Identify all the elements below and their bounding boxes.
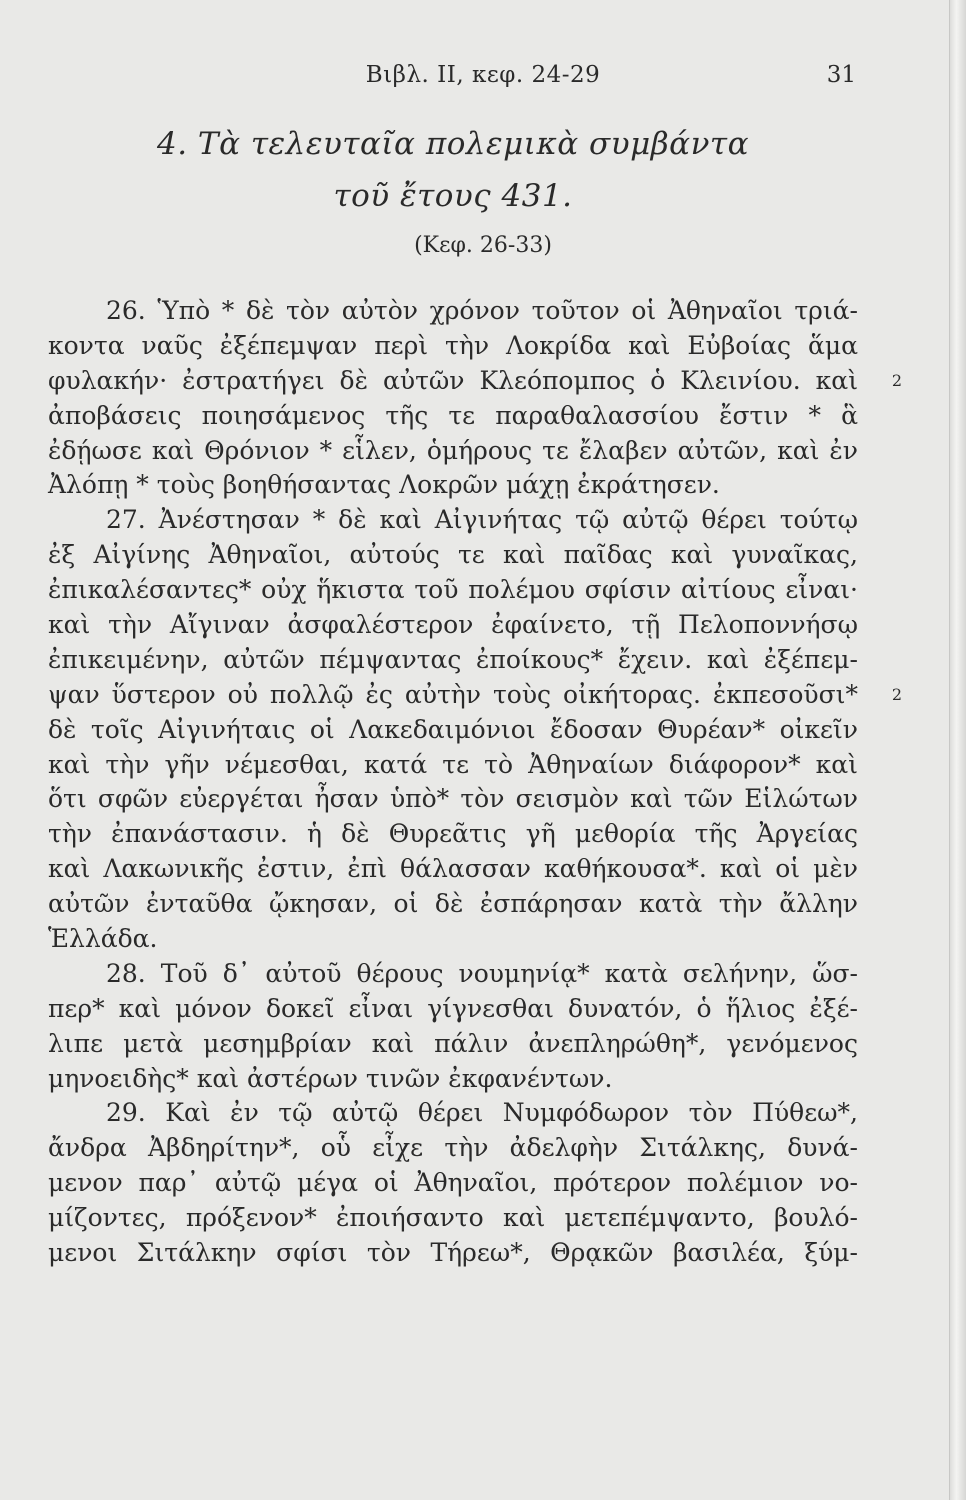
text-line bbox=[48, 852, 858, 887]
text-line bbox=[48, 957, 858, 992]
text-line bbox=[48, 817, 858, 852]
text-line-content: ἐξ Αἰγίνης Ἀθηναῖοι, αὐτούς τε καὶ παῖδας καὶ γυναῖκας, bbox=[48, 540, 858, 570]
text-line bbox=[48, 608, 858, 643]
text-line-content: μηνοειδὴς* καὶ ἀστέρων τινῶν ἐκφανέντων. bbox=[48, 1063, 613, 1093]
text-line-content: τὴν ἐπανάστασιν. ἡ δὲ Θυρεᾶτις γῆ μεθορία τῆς Ἀργείας bbox=[48, 819, 858, 849]
text-line-content: ἐδῄωσε καὶ Θρόνιον * εἷλεν, ὁμήρους τε ἔλαβεν αὐτῶν, καὶ ἐν bbox=[48, 435, 858, 465]
text-line-content: δὲ τοῖς Αἰγινήταις οἱ Λακεδαιμόνιοι ἔδοσαν Θυρέαν* οἰκεῖν bbox=[48, 714, 858, 744]
text-line bbox=[48, 1236, 858, 1271]
text-line bbox=[48, 922, 858, 957]
text-line bbox=[48, 1062, 858, 1097]
text-line bbox=[48, 678, 902, 713]
margin-note: 2 bbox=[891, 684, 902, 704]
text-line-content: καὶ τὴν Αἴγιναν ἀσφαλέστερον ἐφαίνετο, τῇ Πελοποννήσῳ bbox=[48, 610, 858, 640]
section-title-line-1: 4. Τὰ τελευταῖα πολεμικὰ συμβάντα bbox=[156, 126, 749, 162]
text-line-content: λιπε μετὰ μεσημβρίαν καὶ πάλιν ἀνεπληρώθη*, γενόμενος bbox=[48, 1028, 858, 1058]
text-line-content: περ* καὶ μόνον δοκεῖ εἶναι γίγνεσθαι δυνατόν, ὁ ἥλιος ἐξέ- bbox=[48, 993, 858, 1023]
text-line bbox=[48, 434, 858, 469]
chapter-range: (Κεφ. 26-33) bbox=[414, 233, 552, 258]
text-line bbox=[48, 1201, 858, 1236]
text-line-content: αὐτῶν ἐνταῦθα ᾤκησαν, οἱ δὲ ἐσπάρησαν κατὰ τὴν ἄλλην bbox=[48, 889, 858, 919]
text-line-content: 27. Ἀνέστησαν * δὲ καὶ Αἰγινήτας τῷ αὐτῷ θέρει τούτῳ bbox=[106, 505, 858, 535]
text-line bbox=[48, 713, 858, 748]
page-header bbox=[50, 62, 856, 98]
text-line bbox=[48, 573, 858, 608]
text-line bbox=[48, 538, 858, 573]
text-line-content: ὅτι σφῶν εὐεργέται ἦσαν ὑπὸ* τὸν σεισμὸν καὶ τῶν Εἱλώτων bbox=[48, 784, 858, 814]
text-line-content: Ἑλλάδα. bbox=[48, 924, 158, 954]
text-line-content: ἀποβάσεις ποιησάμενος τῆς τε παραθαλασσίου ἔστιν * ἃ bbox=[48, 400, 858, 430]
text-line-content: 28. Τοῦ δ᾽ αὐτοῦ θέρους νουμηνίᾳ* κατὰ σελήνην, ὥσ- bbox=[106, 958, 858, 988]
text-line-content: μίζοντες, πρόξενον* ἐποιήσαντο καὶ μετεπέμψαντο, βουλό- bbox=[48, 1203, 858, 1233]
text-line-content: Ἀλόπῃ * τοὺς βοηθήσαντας Λοκρῶν μάχῃ ἐκράτησεν. bbox=[48, 470, 720, 500]
text-line bbox=[48, 992, 858, 1027]
page-number: 31 bbox=[826, 62, 856, 88]
text-line bbox=[48, 887, 858, 922]
text-line-content: ψαν ὕστερον οὐ πολλῷ ἐς αὐτὴν τοὺς οἰκήτορας. ἐκπεσοῦσι* bbox=[48, 679, 858, 709]
text-line bbox=[48, 329, 858, 364]
text-line bbox=[48, 748, 858, 783]
text-line bbox=[48, 1166, 858, 1201]
text-line-content: φυλακήν· ἐστρατήγει δὲ αὐτῶν Κλεόπομπος ὁ Κλεινίου. καὶ bbox=[48, 365, 858, 395]
running-head: Βιβλ. ΙΙ, κεφ. 24-29 bbox=[365, 62, 601, 88]
text-line bbox=[48, 1131, 858, 1166]
text-line bbox=[48, 468, 858, 503]
text-line-content: κοντα ναῦς ἐξέπεμψαν περὶ τὴν Λοκρίδα καὶ Εὐβοίας ἅμα bbox=[48, 330, 858, 360]
text-line bbox=[48, 1027, 858, 1062]
text-line-content: ἄνδρα Ἀβδηρίτην*, οὗ εἶχε τὴν ἀδελφὴν Σιτάλκης, δυνά- bbox=[48, 1133, 858, 1163]
text-line bbox=[48, 782, 858, 817]
section-title-line-2: τοῦ ἔτους 431. bbox=[333, 178, 573, 214]
text-line bbox=[48, 399, 858, 434]
text-line-content: μενοι Σιτάλκην σφίσι τὸν Τήρεω*, Θρᾳκῶν βασιλέα, ξύμ- bbox=[48, 1238, 858, 1268]
text-line bbox=[48, 294, 858, 329]
text-line-content: ἐπικειμένην, αὐτῶν πέμψαντας ἐποίκους* ἔχειν. καὶ ἐξέπεμ- bbox=[48, 644, 858, 674]
text-line bbox=[48, 643, 858, 678]
text-line bbox=[48, 364, 902, 399]
body-text bbox=[48, 294, 902, 1271]
text-line bbox=[48, 1096, 858, 1131]
text-line-content: ἐπικαλέσαντες* οὐχ ἥκιστα τοῦ πολέμου σφίσιν αἰτίους εἶναι· bbox=[48, 575, 858, 605]
text-line-content: καὶ τὴν γῆν νέμεσθαι, κατά τε τὸ Ἀθηναίων διάφορον* καὶ bbox=[48, 749, 858, 779]
text-line bbox=[48, 503, 858, 538]
text-line-content: μενον παρ᾽ αὐτῷ μέγα οἱ Ἀθηναῖοι, πρότερον πολέμιον νο- bbox=[48, 1168, 858, 1198]
page-edge bbox=[949, 0, 966, 1500]
text-line-content: 29. Καὶ ἐν τῷ αὐτῷ θέρει Νυμφόδωρον τὸν Πύθεω*, bbox=[106, 1098, 858, 1128]
section-title bbox=[100, 118, 806, 222]
text-line-content: καὶ Λακωνικῆς ἐστιν, ἐπὶ θάλασσαν καθήκουσα*. καὶ οἱ μὲν bbox=[48, 854, 858, 884]
margin-note: 2 bbox=[891, 370, 902, 390]
text-line-content: 26. Ὑπὸ * δὲ τὸν αὐτὸν χρόνον τοῦτον οἱ Ἀθηναῖοι τριά- bbox=[106, 296, 858, 325]
